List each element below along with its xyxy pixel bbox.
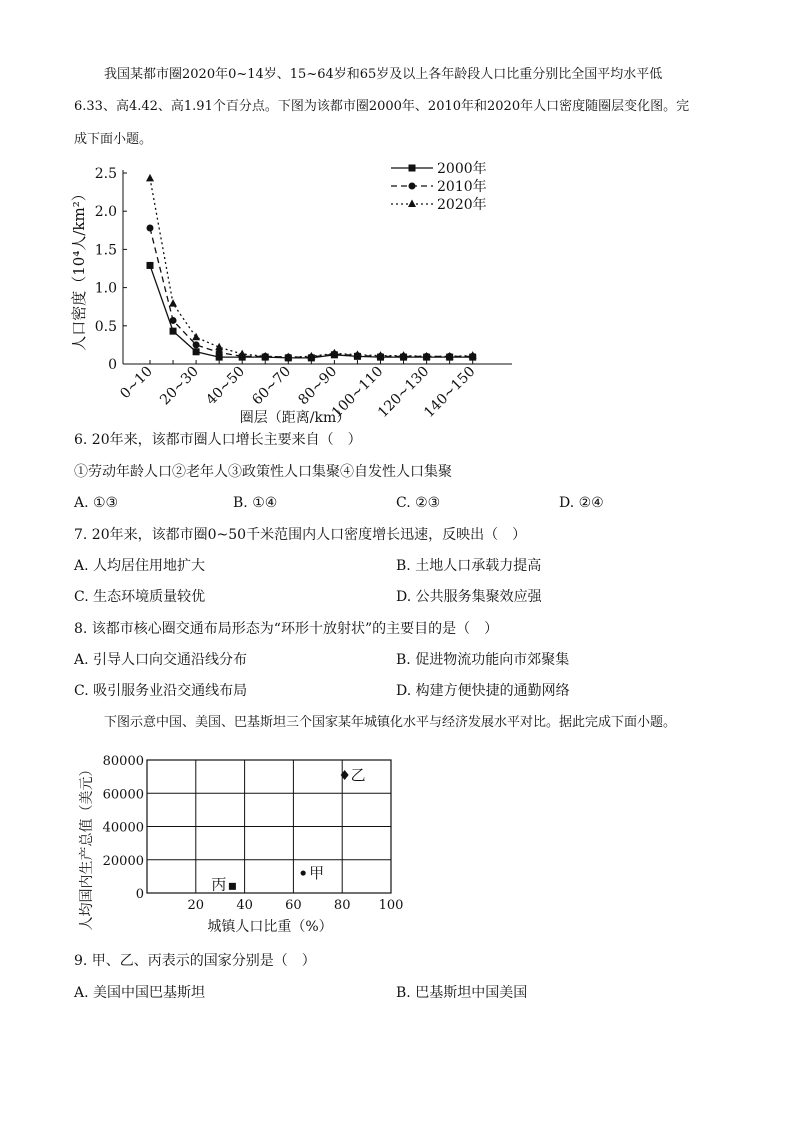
legend-marker — [408, 200, 416, 208]
series-line — [150, 178, 473, 357]
q6-option-c[interactable]: C. ②③ — [396, 495, 441, 511]
x-tick-label: 60 — [285, 898, 302, 913]
x-tick-label: 0~10 — [117, 363, 156, 403]
q7-option-c[interactable]: C. 生态环境质量较优 — [74, 589, 206, 605]
intro-line-3: 成下面小题。 — [74, 132, 153, 147]
y-tick-label: 2.5 — [94, 166, 117, 182]
y-tick-label: 0 — [135, 887, 144, 902]
urbanization-scatter-chart — [0, 740, 794, 945]
x-tick-label: 80 — [333, 898, 351, 913]
x-tick-label: 40~50 — [203, 363, 249, 409]
y-tick-label: 40000 — [102, 820, 144, 836]
q8-option-a[interactable]: A. 引导人口向交通沿线分布 — [74, 652, 248, 668]
legend-label: 2000年 — [437, 161, 487, 177]
intro-line-1: 我国某都市圈2020年0~14岁、15~64岁和65岁及以上各年龄段人口比重分别比全国平均水平低 — [104, 67, 663, 82]
legend-label: 2010年 — [437, 179, 487, 195]
point-label: 乙 — [350, 765, 366, 784]
y-tick-label: 1.0 — [94, 280, 117, 297]
q6-items: ①劳动年龄人口②老年人③政策性人口集聚④自发性人口集聚 — [74, 464, 452, 480]
series-point — [147, 262, 154, 269]
q8-option-b[interactable]: B. 促进物流功能向市郊聚集 — [396, 652, 570, 668]
legend-entry-3 — [391, 196, 487, 213]
q8-stem: 8. 该都市核心圈交通布局形态为“环形十放射状”的主要目的是（ ） — [74, 621, 499, 637]
y-tick-label: 80000 — [102, 754, 144, 769]
series-point — [193, 341, 200, 348]
legend-label: 2020年 — [437, 197, 487, 213]
data-point-丙 — [211, 875, 236, 893]
y-tick-label: 20000 — [102, 853, 144, 869]
y-tick-label: 60000 — [102, 787, 144, 803]
series-point — [192, 333, 200, 341]
series-point — [170, 317, 177, 324]
series-point — [238, 350, 246, 358]
q6-option-d[interactable]: D. ②④ — [559, 495, 604, 511]
q7-option-d[interactable]: D. 公共服务集聚效应强 — [396, 589, 542, 605]
data-point-乙 — [341, 766, 366, 784]
series-3 — [146, 174, 477, 360]
x-axis-label: 城镇人口比重（%） — [207, 919, 333, 935]
x-tick-label: 100~110 — [328, 363, 387, 421]
density-line-chart — [0, 150, 794, 435]
point-label: 甲 — [309, 864, 325, 883]
x-tick-label: 100 — [378, 898, 404, 913]
q9-option-a[interactable]: A. 美国中国巴基斯坦 — [74, 985, 206, 1001]
y-tick-label: 2.0 — [94, 204, 117, 221]
y-tick-label: 1.5 — [94, 242, 117, 259]
point-marker — [301, 870, 306, 875]
legend-entry-2 — [391, 178, 487, 195]
q6-stem: 6. 20年来，该都市圈人口增长主要来自（ ） — [74, 432, 362, 448]
series-point — [170, 328, 177, 335]
y-axis-label: 人口密度（10⁴人/km²） — [70, 186, 88, 351]
q7-option-a[interactable]: A. 人均居住用地扩大 — [74, 558, 206, 574]
x-tick-label: 20 — [187, 898, 205, 913]
legend-marker — [409, 183, 416, 190]
x-tick-label: 40 — [236, 898, 253, 913]
x-tick-label: 20~30 — [157, 363, 202, 409]
x-tick-label: 140~150 — [421, 363, 479, 421]
x-tick-label: 80~90 — [295, 363, 341, 409]
legend-entry-1 — [391, 160, 487, 177]
x-axis-label: 圈层（距离/km） — [239, 410, 351, 426]
x-tick-label: 60~70 — [249, 363, 295, 409]
data-point-甲 — [301, 864, 325, 882]
q9-option-b[interactable]: B. 巴基斯坦中国美国 — [396, 985, 528, 1001]
q7-option-b[interactable]: B. 土地人口承载力提高 — [396, 558, 542, 574]
y-tick-label: 0.5 — [94, 318, 117, 335]
x-tick-label: 120~130 — [375, 363, 433, 421]
intro-2: 下图示意中国、美国、巴基斯坦三个国家某年城镇化水平与经济发展水平对比。据此完成下面小题。 — [104, 715, 677, 730]
q8-option-c[interactable]: C. 吸引服务业沿交通线布局 — [74, 683, 248, 699]
series-point — [146, 174, 154, 182]
intro-line-2: 6.33、高4.42、高1.91个百分点。下图为该都市圈2000年、2010年和2020年人口密度随圈层变化图。完 — [74, 99, 690, 114]
q7-stem: 7. 20年来，该都市圈0~50千米范围内人口密度增长迅速，反映出（ ） — [74, 527, 527, 543]
series-point — [193, 348, 200, 355]
point-label: 丙 — [211, 875, 227, 894]
q6-option-a[interactable]: A. ①③ — [74, 495, 119, 511]
q9-stem: 9. 甲、乙、丙表示的国家分别是（ ） — [74, 953, 316, 969]
q8-option-d[interactable]: D. 构建方便快捷的通勤网络 — [396, 683, 570, 699]
y-axis-label: 人均国内生产总值（美元） — [79, 762, 95, 931]
q6-option-b[interactable]: B. ①④ — [233, 495, 278, 511]
legend-marker — [409, 165, 416, 172]
series-point — [147, 225, 154, 232]
point-marker — [229, 883, 236, 890]
series-point — [169, 299, 177, 307]
y-tick-label: 0 — [108, 357, 117, 373]
